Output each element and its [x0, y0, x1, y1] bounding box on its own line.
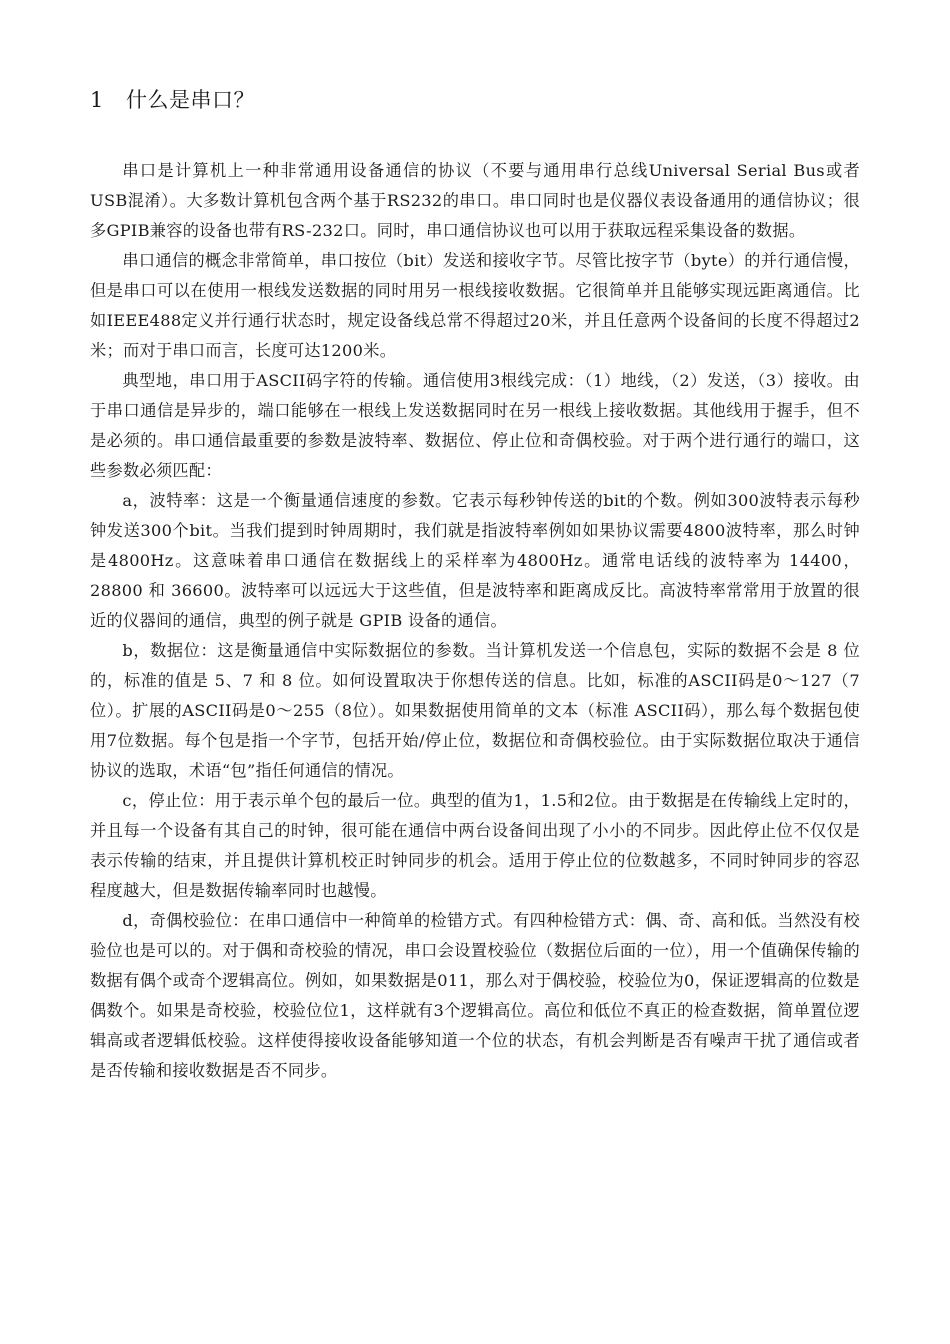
paragraph-typical-use: 典型地，串口用于ASCII码字符的传输。通信使用3根线完成：（1）地线，（2）发送，（3）接收。由于串口通信是异步的，端口能够在一根线上发送数据同时在另一根线上接收数据。其他线用于握手，但不是必须的。串口通信最重要的参数是波特率、数据位、停止位和奇偶校验。对于两个进行通行的端口，这些参数必须匹配： [90, 371, 860, 480]
paragraph-parity: d，奇偶校验位：在串口通信中一种简单的检错方式。有四种检错方式：偶、奇、高和低。当然没有校验位也是可以的。对于偶和奇校验的情况，串口会设置校验位（数据位后面的一位），用一个值确保传输的数据有偶个或奇个逻辑高位。例如，如果数据是011，那么对于偶校验，校验位为0，保证逻辑高的位数是偶数个。如果是奇校验，校验位位1，这样就有3个逻辑高位。高位和低位不真正的检查数据，简单置位逻辑高或者逻辑低校验。这样使得接收设备能够知道一个位的状态，有机会判断是否有噪声干扰了通信或者是否传输和接收数据是否不同步。 [90, 911, 860, 1080]
paragraph-baud-rate: a，波特率：这是一个衡量通信速度的参数。它表示每秒钟传送的bit的个数。例如300波特表示每秒钟发送300个bit。当我们提到时钟周期时，我们就是指波特率例如如果协议需要4800波特率，那么时钟是4800Hz。这意味着串口通信在数据线上的采样率为4800Hz。通常电话线的波特率为 14400，28800 和 36600。波特率可以远远大于这些值，但是波特率和距离成反比。高波特率常常用于放置的很近的仪器间的通信，典型的例子就是 GPIB 设备的通信。 [90, 491, 860, 630]
paragraph-stop-bits: c，停止位：用于表示单个包的最后一位。典型的值为1，1.5和2位。由于数据是在传输线上定时的，并且每一个设备有其自己的时钟，很可能在通信中两台设备间出现了小小的不同步。因此停止位不仅仅是表示传输的结束，并且提供计算机校正时钟同步的机会。适用于停止位的位数越多，不同时钟同步的容忍程度越大，但是数据传输率同时也越慢。 [90, 791, 860, 900]
section-heading [90, 84, 860, 116]
paragraph-intro: 串口是计算机上一种非常通用设备通信的协议（不要与通用串行总线Universal Serial Bus或者USB混淆）。大多数计算机包含两个基于RS232的串口。串口同时也是仪器仪表设备通用的通信协议；很多GPIB兼容的设备也带有RS-232口。同时，串口通信协议也可以用于获取远程采集设备的数据。 [90, 161, 860, 240]
document-page [90, 84, 860, 1086]
section-title: 什么是串口？ [126, 88, 255, 112]
paragraph-data-bits: b，数据位：这是衡量通信中实际数据位的参数。当计算机发送一个信息包，实际的数据不会是 8 位的，标准的值是 5、7 和 8 位。如何设置取决于你想传送的信息。比如，标准的ASCII码是0～127（7位）。扩展的ASCII码是0～255（8位）。如果数据使用简单的文本（标准 ASCII码），那么每个数据包使用7位数据。每个包是指一个字节，包括开始/停止位，数据位和奇偶校验位。由于实际数据位取决于通信协议的选取，术语“包”指任何通信的情况。 [90, 641, 860, 780]
paragraph-concept: 串口通信的概念非常简单，串口按位（bit）发送和接收字节。尽管比按字节（byte）的并行通信慢，但是串口可以在使用一根线发送数据的同时用另一根线接收数据。它很简单并且能够实现远距离通信。比如IEEE488定义并行通行状态时，规定设备线总常不得超过20米，并且任意两个设备间的长度不得超过2米；而对于串口而言，长度可达1200米。 [90, 251, 860, 360]
section-number: 1 [90, 88, 104, 112]
